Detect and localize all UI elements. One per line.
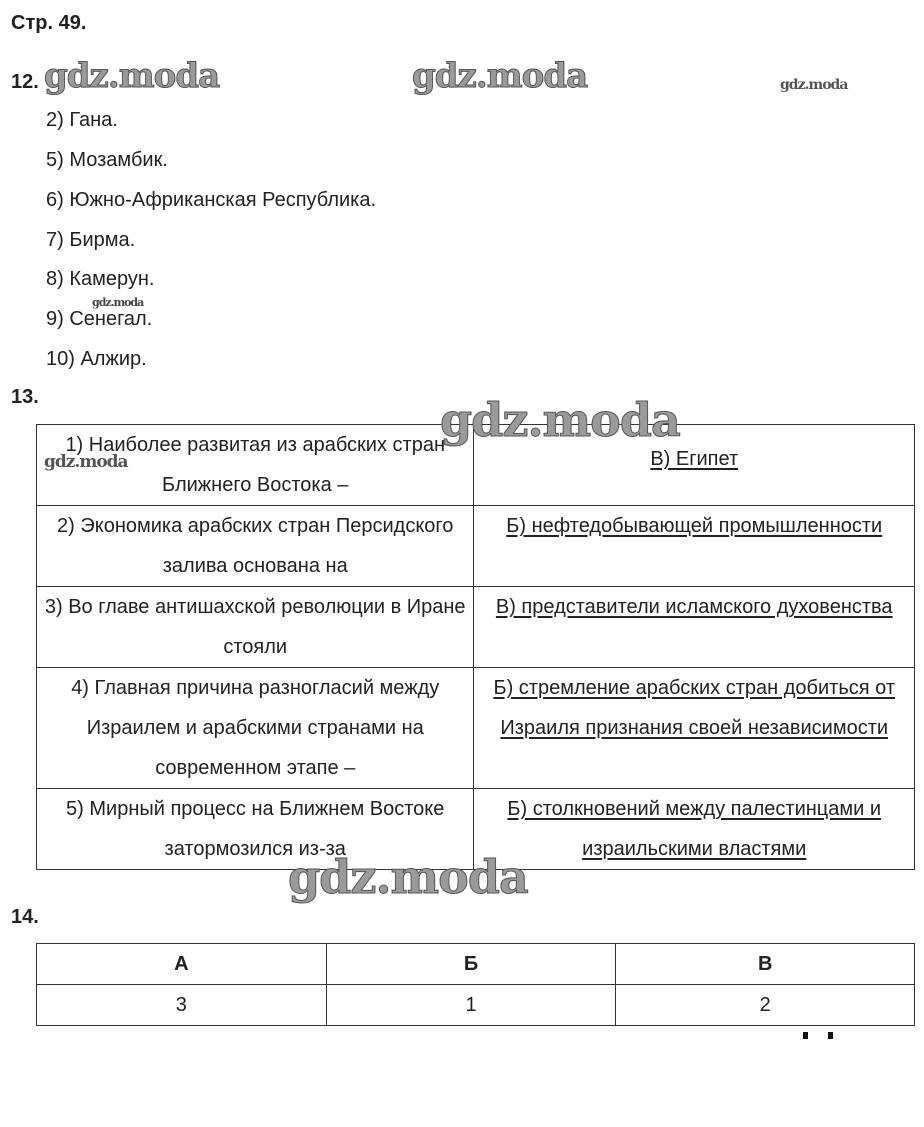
value-cell: 2 (616, 985, 915, 1026)
watermark: gdz.moda (412, 56, 588, 96)
list-item: 8) Камерун. (46, 268, 155, 290)
table-row (37, 587, 915, 668)
table-header-row (37, 944, 915, 985)
answer-cell: В) представители исламского духовенства (495, 596, 893, 618)
list-item: 5) Мозамбик. (46, 149, 168, 171)
table-row (37, 789, 915, 870)
list-item: 10) Алжир. (46, 348, 147, 370)
table-row (37, 425, 915, 506)
task-14-table (36, 943, 915, 1026)
dot (803, 1032, 808, 1039)
header-cell: В (616, 944, 915, 985)
table-row (37, 668, 915, 789)
answer-cell: В) Египет (650, 448, 739, 470)
list-item: 6) Южно-Африканская Республика. (46, 189, 377, 211)
header-cell: А (37, 944, 327, 985)
watermark: gdz.moda (780, 77, 848, 93)
watermark: gdz.moda (44, 452, 128, 472)
header-cell: Б (326, 944, 616, 985)
answer-cell: Б) стремление арабских стран добиться от Израиля признания своей независимости (493, 677, 895, 739)
list-item: 7) Бирма. (46, 229, 136, 251)
question-cell: 1) Наиболее развитая из арабских стран Ближнего Востока – (37, 425, 474, 506)
table-row (37, 506, 915, 587)
list-item: 9) Сенегал. (46, 308, 153, 330)
watermark: gdz.moda (92, 296, 144, 309)
list-item: 2) Гана. (46, 109, 118, 131)
task-13-label: 13. (11, 386, 39, 408)
table-row (37, 985, 915, 1026)
answer-cell: Б) нефтедобывающей промышленности (506, 515, 883, 537)
task-14-label: 14. (11, 906, 39, 928)
watermark: gdz.moda (440, 393, 680, 447)
question-cell: 2) Экономика арабских стран Персидского залива основана на (37, 506, 474, 587)
value-cell: 1 (326, 985, 616, 1026)
answer-cell: Б) столкновений между палестинцами и израильскими властями (507, 798, 882, 860)
question-cell: 4) Главная причина разногласий между Израилем и арабскими странами на современном этапе – (37, 668, 474, 789)
dot (828, 1032, 833, 1039)
watermark: gdz.moda (288, 850, 528, 904)
page-title: Стр. 49. (11, 12, 87, 34)
task-13-table (36, 424, 915, 870)
question-cell: 5) Мирный процесс на Ближнем Востоке затормозился из-за (37, 789, 474, 870)
watermark: gdz.moda (44, 56, 220, 96)
task-12-label: 12. (11, 71, 39, 93)
question-cell: 3) Во главе антишахской революции в Иране стояли (37, 587, 474, 668)
value-cell: 3 (37, 985, 327, 1026)
